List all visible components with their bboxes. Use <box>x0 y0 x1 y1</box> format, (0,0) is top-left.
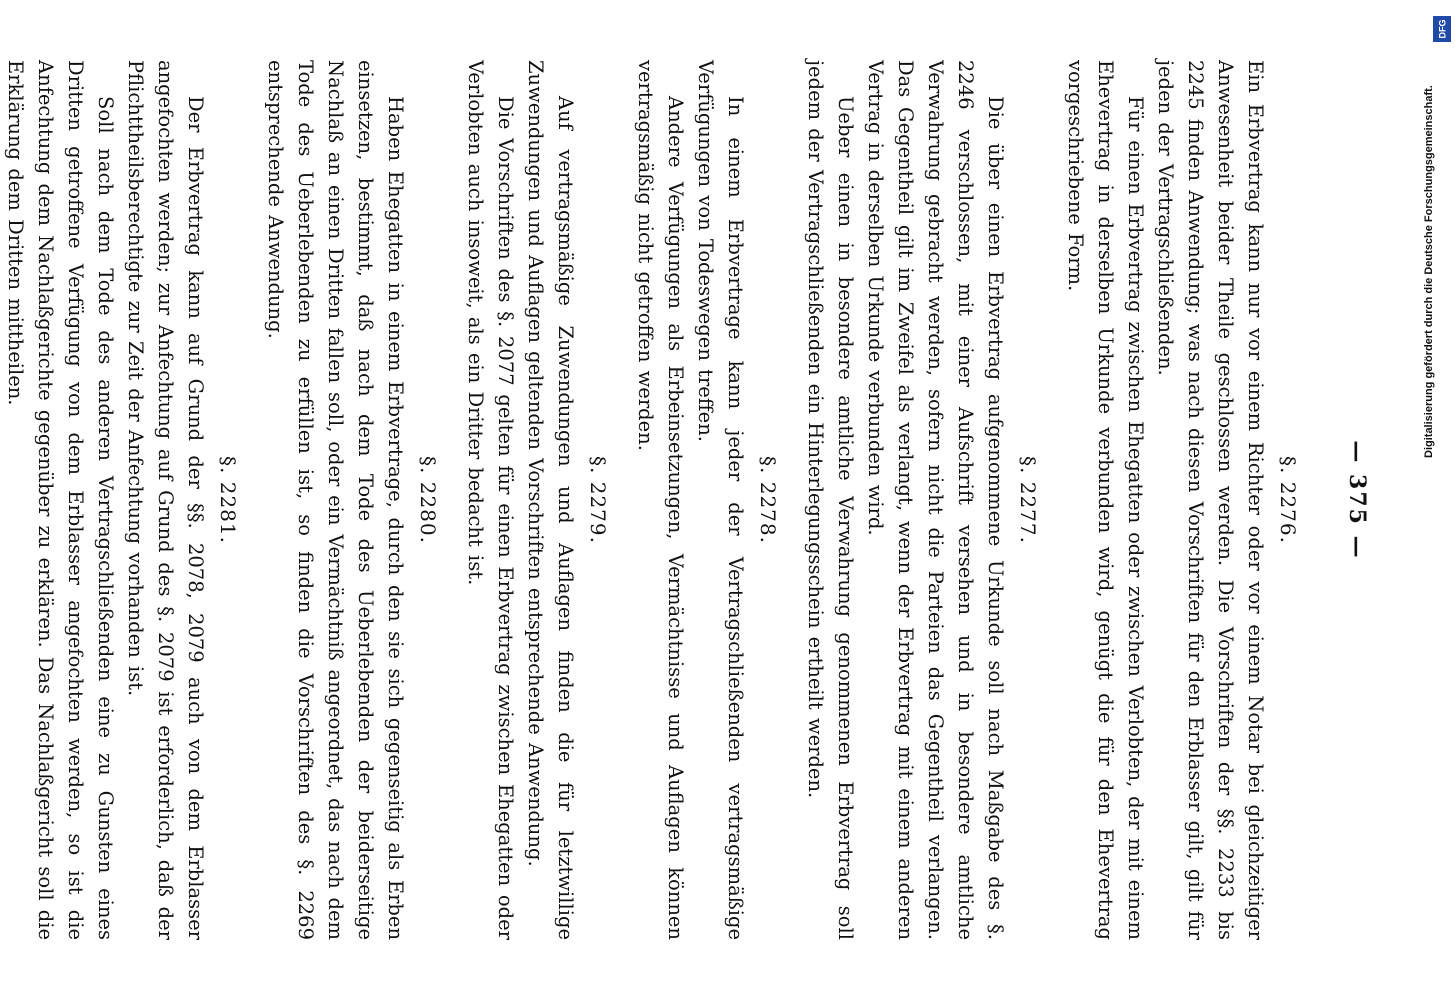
section-heading: §. 2277. <box>1016 456 1040 544</box>
digitization-credit-text: Digitalisierung gefördert durch die Deutsche Forschungsgemeinschaft. <box>1423 85 1435 458</box>
paragraph: Die Vorschriften des §. 2077 gelten für einen Erbvertrag zwischen Ehegatten oder Verlobten auch insoweit, als ein Dritter bedacht ist. <box>464 60 517 940</box>
paragraph: Der Erbvertrag kann auf Grund der §§. 2078, 2079 auch von dem Erblasser angefochten werden; zur Anfechtung auf Grund des §. 2079 ist erforderlich, daß der Pflichttheilsberechtigte zur Zeit der Anfechtung vorhanden ist. <box>124 60 207 940</box>
section-heading: §. 2278. <box>756 456 780 544</box>
paragraph: Ein Erbvertrag kann nur vor einem Richter oder vor einem Notar bei gleichzeitiger Anwesenheit beider Theile geschlossen werden. Die Vorschriften der §§. 2233 bis 2245 finden Anwendung; was nach diesen Vorschriften für den Erblasser gilt, gilt für jeden der Vertragschließenden. <box>1154 60 1267 940</box>
page-number: — 375 — <box>1344 440 1370 560</box>
section-heading: §. 2281. <box>216 456 240 544</box>
paragraph: Für einen Erbvertrag zwischen Ehegatten oder zwischen Verlobten, der mit einem Ehevertrag in derselben Urkunde verbunden wird, genügt die für den Ehevertrag vorgeschriebene Form. <box>1064 60 1147 940</box>
section <box>1060 60 1300 940</box>
section-heading: §. 2279. <box>586 456 610 544</box>
document-page <box>4 60 1370 940</box>
dfg-logo-icon: DFG <box>1433 16 1451 42</box>
section <box>0 60 240 940</box>
paragraph: In einem Erbvertrage kann jeder der Vertragschließenden vertragsmäßige Verfügungen von Todeswegen treffen. <box>694 60 747 940</box>
section <box>800 60 1040 940</box>
section <box>260 60 440 940</box>
section-heading: §. 2280. <box>416 456 440 544</box>
section <box>630 60 780 940</box>
section <box>460 60 610 940</box>
paragraph: Auf vertragsmäßige Zuwendungen und Auflagen finden die für letztwillige Zuwendungen und Auflagen geltenden Vorschriften entsprechende Anwendung. <box>524 60 577 940</box>
paragraph: Ueber einen in besondere amtliche Verwahrung genommenen Erbvertrag soll jedem der Vertragschließenden ein Hinterlegungsschein ertheilt werden. <box>804 60 857 940</box>
digitization-credit <box>1415 18 1445 478</box>
paragraph: Haben Ehegatten in einem Erbvertrage, durch den sie sich gegenseitig als Erben einsetzen, bestimmt, daß nach dem Tode des Ueberlebenden der beiderseitige Nachlaß an einen Dritten fallen soll, oder ein Vermächtniß angeordnet, das nach dem Tode des Ueberlebenden zu erfüllen ist, so finden die Vorschriften des §. 2269 entsprechende Anwendung. <box>264 60 407 940</box>
paragraph: Soll nach dem Tode des anderen Vertragschließenden eine zu Gunsten eines Dritten getroffene Verfügung von dem Erblasser angefochten werden, so ist die Anfechtung dem Nachlaßgerichte gegenüber zu erklären. Das Nachlaßgericht soll die Erklärung dem Dritten mittheilen. <box>4 60 117 940</box>
paragraph: Die über einen Erbvertrag aufgenommene Urkunde soll nach Maßgabe des §. 2246 verschlossen, mit einer Aufschrift versehen und in besondere amtliche Verwahrung gebracht werden, sofern nicht die Parteien das Gegentheil verlangen. Das Gegentheil gilt im Zweifel als verlangt, wenn der Erbvertrag mit einem anderen Vertrag in derselben Urkunde verbunden wird. <box>864 60 1007 940</box>
paragraph: Andere Verfügungen als Erbeinsetzungen, Vermächtnisse und Auflagen können vertragsmäßig nicht getroffen werden. <box>634 60 687 940</box>
sections-container <box>0 60 1300 940</box>
section-heading: §. 2276. <box>1276 456 1300 544</box>
